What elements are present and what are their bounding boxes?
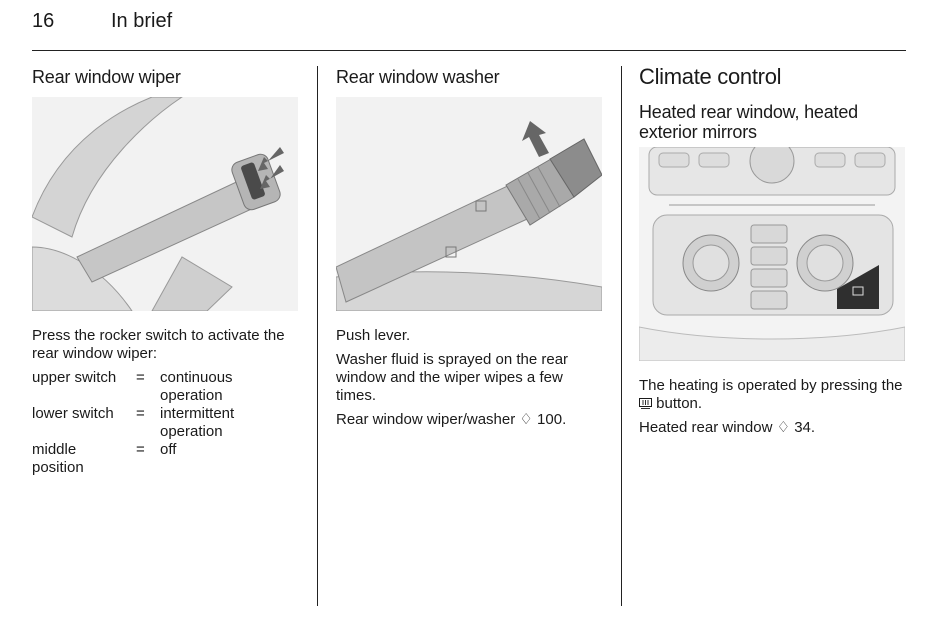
page-reference-icon: ♢ [519,411,533,428]
column-divider [621,66,622,606]
page-reference-icon: ♢ [776,419,791,436]
heated-window-reference [639,419,907,437]
page-title: In brief [111,10,173,32]
rear-washer-heading: Rear window washer [336,67,500,87]
heating-text-after: button. [656,395,703,412]
heating-text-before: The heating is operated by pressing the [639,377,903,394]
washer-instruction: Push lever. [336,327,411,344]
rear-washer-illustration [336,97,602,311]
rear-wiper-heading: Rear window wiper [32,67,181,87]
definition-row [32,369,280,405]
definition-term: middle position [32,441,84,476]
page-number: 16 [32,10,55,32]
reference-text: Rear window wiper/washer [336,411,516,428]
definition-equals: = [136,405,145,422]
rear-defrost-icon [639,398,652,409]
reference-text: Heated rear window [639,419,773,436]
heated-window-heading: Heated rear window, heated exterior mirrors [639,102,858,142]
rear-washer-column [336,64,604,429]
rear-wiper-column [32,64,300,477]
page-header [32,8,906,51]
washer-description: Washer fluid is sprayed on the rear window and the wiper wipes a few times. [336,351,569,404]
rear-wiper-intro: Press the rocker switch to activate the rear window wiper: [32,327,285,362]
climate-panel-illustration [639,147,905,361]
climate-column [639,64,907,437]
definition-row [32,441,280,477]
heating-instruction [639,377,907,413]
definition-term: upper switch [32,369,117,386]
definition-row [32,405,280,441]
definition-equals: = [136,441,145,458]
definition-value: continuous operation [160,369,233,404]
definition-term: lower switch [32,405,114,422]
switch-definitions [32,369,280,477]
definition-equals: = [136,369,145,386]
rear-wiper-illustration [32,97,298,311]
definition-value: intermittent operation [160,405,235,440]
reference-page: 100. [537,411,567,428]
reference-page: 34. [794,419,816,436]
climate-section-title: Climate control [639,64,782,89]
definition-value: off [160,441,177,458]
column-divider [317,66,318,606]
washer-reference [336,411,604,429]
